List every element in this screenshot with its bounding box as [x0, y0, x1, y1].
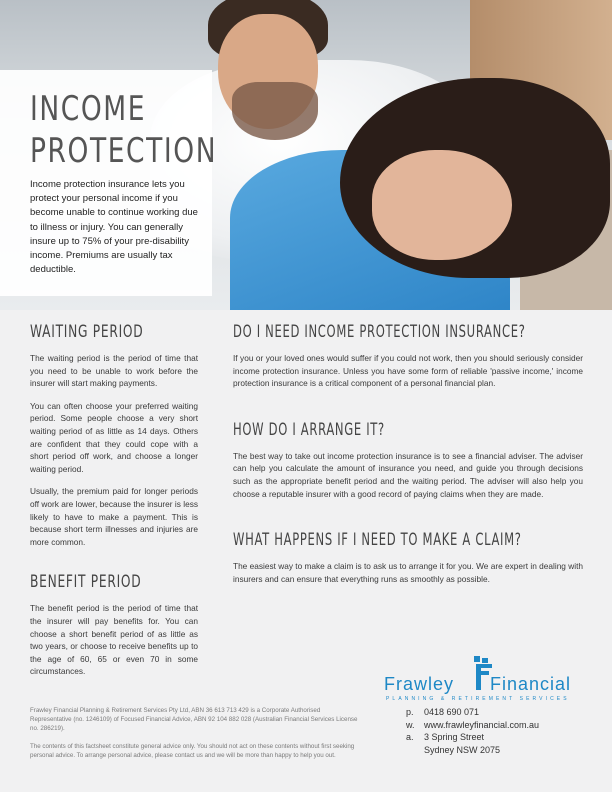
frawley-financial-logo [384, 656, 584, 706]
left-column [30, 322, 198, 678]
need-p1: If you or your loved ones would suffer if you could not work, then you should seriously consider income protection insurance. Unless you have some form of reliable 'passive income,' income protection insurance is a critical component of a personal financial plan. [233, 353, 583, 389]
phone-link[interactable]: 0418 690 071 [424, 707, 480, 717]
logo-word-financial: Financial [490, 674, 572, 694]
waiting-p2: You can often choose your preferred waiting period. Some people choose a very short waiting period of as little as 14 days. Others are confident that they could cope with a short period off work, and choose a longer waiting period. [30, 400, 198, 474]
claim-p1: The easiest way to make a claim is to ask us to arrange it for you. We are expert in dealing with insurers and can ensure that everything runs as smoothly as possible. [233, 561, 583, 584]
arrange-heading: HOW DO I ARRANGE IT? [233, 419, 385, 440]
claim-heading: WHAT HAPPENS IF I NEED TO MAKE A CLAIM? [233, 530, 522, 551]
title-panel [0, 70, 218, 296]
disclaimer-advice: The contents of this factsheet constitute general advice only. You should not act on these contents without first seeking personal advice. To arrange personal advice, please contact us and we will be more than happy to help you out. [30, 743, 355, 759]
contact-address: a. 3 Spring Street [406, 732, 485, 743]
intro-text: Income protection insurance lets you protect your personal income if you become unable to continue working due to illness or injury. You can generally insure up to 75% of your pre-disability income. Premiums are usually tax deductible. [30, 179, 198, 276]
right-column [233, 322, 583, 585]
waiting-p3: Usually, the premium paid for longer periods off work are lower, because the insurer is less likely to have to make a payment. This is because short term illnesses and injuries are more common. [30, 486, 198, 547]
need-heading: DO I NEED INCOME PROTECTION INSURANCE? [233, 322, 526, 342]
contact-web: w. www.frawleyfinancial.com.au [406, 719, 540, 730]
website-link[interactable]: www.frawleyfinancial.com.au [424, 719, 540, 730]
contact-block: p. 0418 690 071 w. www.frawleyfinancial.com.au a. 3 Spring Street Sydney NSW 2075 [406, 707, 540, 755]
waiting-period-heading: WAITING PERIOD [30, 322, 144, 342]
disclaimer-license: Frawley Financial Planning & Retirement Services Pty Ltd, ABN 36 613 713 429 is a Corporate Authorised Representative (no. 1246109) of Focused Financial Advice, ABN 92 104 882 028 (Australian Financial Services License no. 286219). [30, 707, 358, 732]
arrange-p1: The best way to take out income protection insurance is to see a financial adviser. The adviser can help you calculate the amount of insurance you need, and guide you through decisions such as the appropriate benefit period and the waiting period. The adviser will also help you choose a reputable insurer with a good record of paying claims when they are made. [233, 450, 583, 499]
benefit-p1: The benefit period is the period of time that the insurer will pay benefits for. You can choose a short benefit period of as little as two years, or choose to receive benefits up to the age of 60, 65 or even 70 in some circumstances. [30, 603, 198, 677]
waiting-p1: The waiting period is the period of time that you need to be unable to work before the insurer will start making payments. [30, 353, 198, 389]
contact-phone: p. 0418 690 071 [406, 707, 480, 717]
logo-tagline: PLANNING & RETIREMENT SERVICES [386, 696, 570, 702]
page-title: INCOME PROTECTION [30, 89, 218, 171]
logo-word-frawley: Frawley [384, 674, 455, 694]
benefit-period-heading: BENEFIT PERIOD [30, 572, 142, 593]
